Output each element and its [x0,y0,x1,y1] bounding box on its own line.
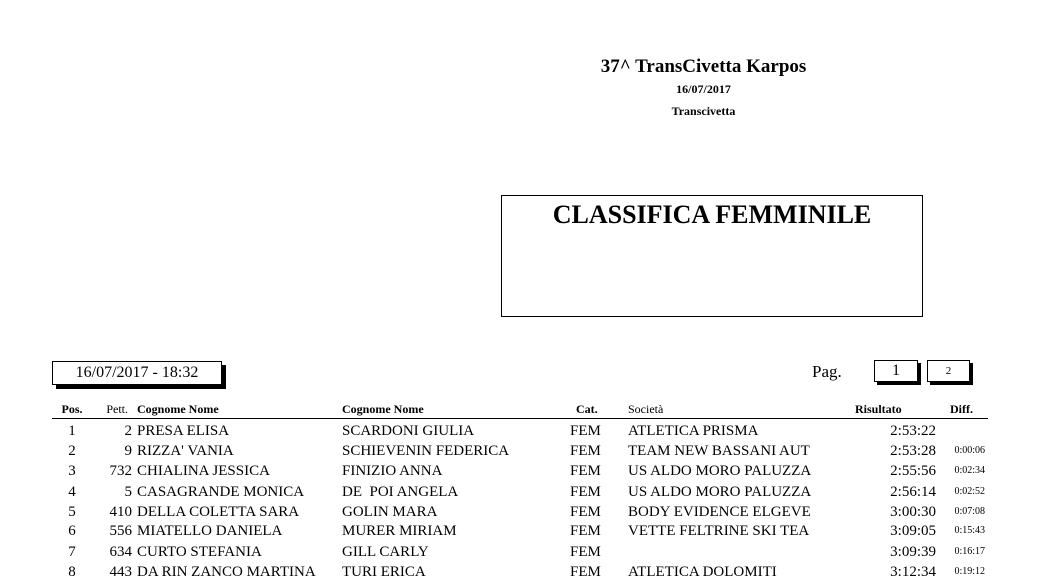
row-cat: FEM [570,463,601,479]
row-soc: ATLETICA DOLOMITI [628,564,777,580]
row-diff: 0:19:12 [954,566,985,577]
row-cat: FEM [570,504,601,520]
row-soc: US ALDO MORO PALUZZA [628,484,812,500]
row-diff: 0:16:17 [954,546,985,557]
table-row [0,544,1059,564]
row-pett: 556 [109,523,132,539]
col-header-soc: Società [628,402,664,416]
row-pett: 634 [109,544,132,560]
row-res: 2:56:14 [890,484,936,500]
row-res: 2:53:22 [890,423,936,439]
row-name1: CASAGRANDE MONICA [137,484,305,500]
table-row [0,463,1059,483]
row-diff: 0:02:52 [954,486,985,497]
row-pos: 2 [68,443,76,459]
row-name1: DA RIN ZANCO MARTINA [137,564,316,580]
col-header-diff: Diff. [950,402,973,416]
race-title: 37^ TransCivetta Karpos [600,56,807,77]
row-cat: FEM [570,564,601,580]
row-name2: FINIZIO ANNA [342,463,443,479]
row-pett: 410 [109,504,132,520]
row-cat: FEM [570,523,601,539]
row-soc: TEAM NEW BASSANI AUT [628,443,810,459]
row-name1: CURTO STEFANIA [137,544,262,560]
row-cat: FEM [570,423,601,439]
row-pos: 1 [68,423,76,439]
row-pos: 4 [68,484,76,500]
row-name1: MIATELLO DANIELA [137,523,283,539]
row-pett: 732 [109,463,132,479]
row-pett: 443 [109,564,132,580]
row-res: 3:09:05 [890,523,936,539]
row-pos: 5 [68,504,76,520]
row-res: 3:00:30 [890,504,936,520]
row-diff: 0:00:06 [954,445,985,456]
row-soc: BODY EVIDENCE ELGEVE [628,504,811,520]
row-pett: 2 [124,423,132,439]
row-name2: GILL CARLY [342,544,429,560]
page-current: 1 [874,360,918,382]
row-pett: 9 [124,443,132,459]
race-venue: Transcivetta [671,104,736,118]
col-header-name1: Cognome Nome [137,402,219,416]
classification-title: CLASSIFICA FEMMINILE [552,200,872,229]
row-pos: 3 [68,463,76,479]
row-res: 3:12:34 [890,564,936,580]
race-date: 16/07/2017 [676,82,731,96]
row-name2: GOLIN MARA [342,504,438,520]
row-diff: 0:02:34 [954,465,985,476]
table-row [0,484,1059,504]
page-next[interactable]: 2 [927,360,970,382]
table-row [0,443,1059,463]
row-diff: 0:15:43 [954,525,985,536]
row-diff: 0:07:08 [954,506,985,517]
table-row [0,504,1059,524]
table-row [0,564,1059,584]
row-name2: DE POI ANGELA [342,484,459,500]
row-res: 2:53:28 [890,443,936,459]
page-label: Pag. [812,362,842,381]
col-header-name2: Cognome Nome [342,402,424,416]
row-pos: 6 [68,523,76,539]
row-name2: SCHIEVENIN FEDERICA [342,443,510,459]
col-header-pett: Pett. [106,402,128,416]
row-name2: TURI ERICA [342,564,426,580]
row-name2: SCARDONI GIULIA [342,423,475,439]
col-header-cat: Cat. [576,402,598,416]
row-pos: 7 [68,544,76,560]
row-soc: VETTE FELTRINE SKI TEA [628,523,810,539]
row-name1: CHIALINA JESSICA [137,463,270,479]
row-pos: 8 [68,564,76,580]
header-rule [52,418,988,419]
row-cat: FEM [570,544,601,560]
row-pett: 5 [124,484,132,500]
row-cat: FEM [570,484,601,500]
classification-box [501,195,923,317]
col-header-res: Risultato [855,402,902,416]
row-soc: ATLETICA PRISMA [628,423,759,439]
col-header-pos: Pos. [61,402,83,416]
printed-timestamp: 16/07/2017 - 18:32 [52,361,222,385]
row-name1: PRESA ELISA [137,423,230,439]
row-res: 2:55:56 [890,463,936,479]
row-res: 3:09:39 [890,544,936,560]
table-row [0,523,1059,543]
row-name2: MURER MIRIAM [342,523,457,539]
table-row [0,423,1059,443]
row-soc: US ALDO MORO PALUZZA [628,463,812,479]
row-name1: DELLA COLETTA SARA [137,504,300,520]
row-name1: RIZZA' VANIA [137,443,234,459]
row-cat: FEM [570,443,601,459]
